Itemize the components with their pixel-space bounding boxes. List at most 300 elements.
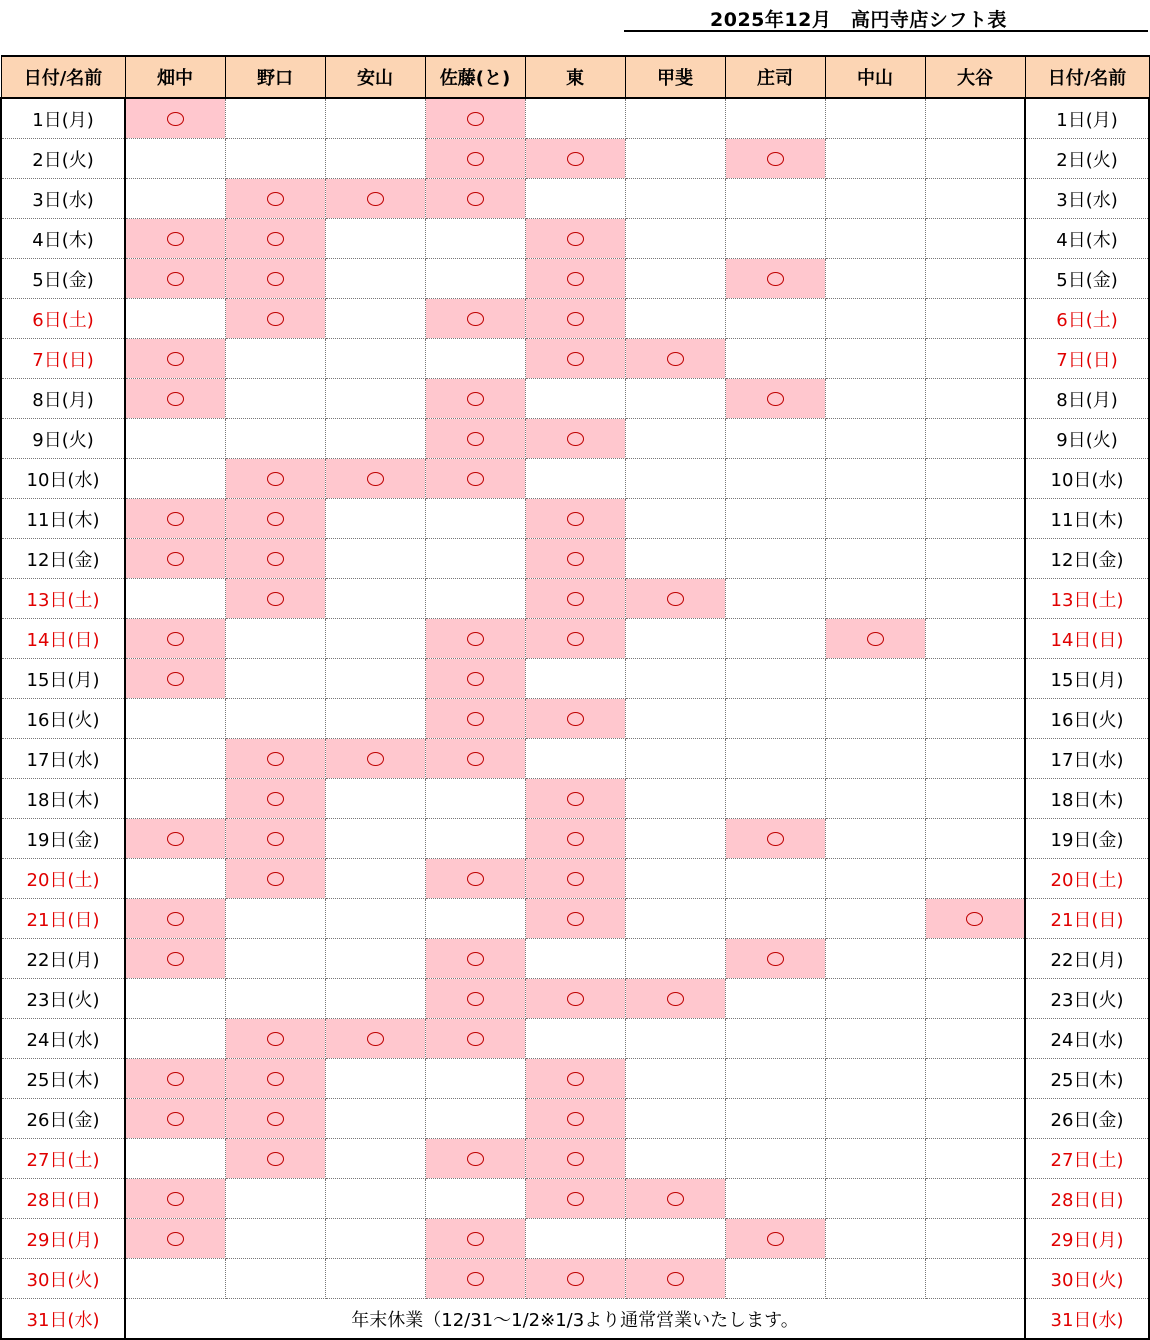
shift-cell[interactable] [125,579,225,619]
shift-cell[interactable] [925,659,1025,699]
shift-cell[interactable] [825,179,925,219]
shift-cell[interactable] [525,1179,625,1219]
shift-cell[interactable] [225,1259,325,1299]
shift-cell[interactable] [925,859,1025,899]
shift-cell[interactable] [525,939,625,979]
shift-cell[interactable] [225,779,325,819]
shift-cell[interactable] [325,379,425,419]
shift-cell[interactable] [625,1059,725,1099]
shift-cell[interactable] [825,659,925,699]
shift-cell[interactable] [125,1219,225,1259]
shift-cell[interactable] [825,299,925,339]
shift-cell[interactable] [425,379,525,419]
shift-cell[interactable] [125,779,225,819]
shift-cell[interactable] [925,98,1025,139]
shift-cell[interactable] [725,219,825,259]
shift-cell[interactable] [325,539,425,579]
circle-mark-icon [467,312,484,326]
shift-cell[interactable] [525,1019,625,1059]
table-row [1,499,1149,539]
shift-cell[interactable] [225,219,325,259]
shift-cell[interactable] [825,979,925,1019]
shift-cell[interactable] [725,1139,825,1179]
shift-cell[interactable] [425,139,525,179]
shift-cell[interactable] [825,1059,925,1099]
shift-cell[interactable] [225,1059,325,1099]
shift-cell[interactable] [225,98,325,139]
shift-cell[interactable] [825,819,925,859]
shift-cell[interactable] [525,659,625,699]
shift-cell[interactable] [225,379,325,419]
shift-cell[interactable] [925,499,1025,539]
shift-cell[interactable] [525,339,625,379]
shift-cell[interactable] [125,459,225,499]
row-date: 7日(日) [1,339,125,379]
shift-cell[interactable] [325,619,425,659]
shift-cell[interactable] [325,1019,425,1059]
shift-cell[interactable] [325,1099,425,1139]
shift-cell[interactable] [625,1179,725,1219]
shift-cell[interactable] [625,619,725,659]
shift-cell[interactable] [425,979,525,1019]
shift-cell[interactable] [325,1179,425,1219]
shift-cell[interactable] [825,339,925,379]
shift-cell[interactable] [425,259,525,299]
shift-cell[interactable] [325,1259,425,1299]
shift-cell[interactable] [525,219,625,259]
shift-cell[interactable] [525,1259,625,1299]
shift-cell[interactable] [525,139,625,179]
shift-cell[interactable] [825,419,925,459]
shift-cell[interactable] [725,779,825,819]
shift-cell[interactable] [525,499,625,539]
shift-cell[interactable] [325,98,425,139]
shift-cell[interactable] [125,979,225,1019]
shift-cell[interactable] [225,179,325,219]
circle-mark-icon [367,752,384,766]
shift-cell[interactable] [125,98,225,139]
shift-cell[interactable] [525,1099,625,1139]
shift-cell[interactable] [625,939,725,979]
shift-cell[interactable] [825,219,925,259]
shift-cell[interactable] [125,1179,225,1219]
circle-mark-icon [267,472,284,486]
circle-mark-icon [267,872,284,886]
shift-cell[interactable] [525,98,625,139]
shift-cell[interactable] [225,259,325,299]
shift-cell[interactable] [425,1139,525,1179]
shift-cell[interactable] [625,1019,725,1059]
table-row [1,179,1149,219]
shift-cell[interactable] [925,1019,1025,1059]
shift-cell[interactable] [325,699,425,739]
shift-cell[interactable] [225,1219,325,1259]
shift-cell[interactable] [925,1259,1025,1299]
shift-cell[interactable] [125,619,225,659]
shift-cell[interactable] [225,859,325,899]
shift-cell[interactable] [925,1179,1025,1219]
shift-cell[interactable] [725,499,825,539]
shift-cell[interactable] [725,459,825,499]
shift-cell[interactable] [225,1099,325,1139]
shift-cell[interactable] [925,139,1025,179]
shift-cell[interactable] [625,579,725,619]
shift-cell[interactable] [725,579,825,619]
shift-cell[interactable] [525,539,625,579]
circle-mark-icon [467,752,484,766]
shift-cell[interactable] [425,219,525,259]
shift-cell[interactable] [825,739,925,779]
shift-cell[interactable] [925,699,1025,739]
shift-cell[interactable] [525,779,625,819]
shift-cell[interactable] [125,939,225,979]
shift-cell[interactable] [425,859,525,899]
shift-cell[interactable] [725,299,825,339]
shift-cell[interactable] [125,1059,225,1099]
shift-cell[interactable] [425,539,525,579]
shift-cell[interactable] [425,819,525,859]
row-date: 21日(日) [1,899,125,939]
shift-cell[interactable] [725,379,825,419]
shift-cell[interactable] [525,699,625,739]
shift-cell[interactable] [325,179,425,219]
row-date-right: 14日(日) [1025,619,1149,659]
shift-cell[interactable] [225,339,325,379]
shift-cell[interactable] [125,899,225,939]
shift-cell[interactable] [525,579,625,619]
shift-cell[interactable] [925,979,1025,1019]
circle-mark-icon [567,1112,584,1126]
shift-cell[interactable] [225,499,325,539]
shift-cell[interactable] [325,299,425,339]
row-date-right: 2日(火) [1025,139,1149,179]
row-date-right: 7日(日) [1025,339,1149,379]
shift-cell[interactable] [325,859,425,899]
shift-cell[interactable] [625,539,725,579]
shift-cell[interactable] [225,739,325,779]
shift-cell[interactable] [625,1139,725,1179]
shift-cell[interactable] [725,179,825,219]
shift-cell[interactable] [125,379,225,419]
shift-cell[interactable] [425,1059,525,1099]
shift-cell[interactable] [925,219,1025,259]
shift-cell[interactable] [225,139,325,179]
shift-cell[interactable] [125,859,225,899]
shift-cell[interactable] [525,899,625,939]
table-row [1,299,1149,339]
shift-cell[interactable] [725,1259,825,1299]
shift-cell[interactable] [325,979,425,1019]
shift-cell[interactable] [425,419,525,459]
shift-cell[interactable] [725,739,825,779]
shift-cell[interactable] [725,139,825,179]
shift-cell[interactable] [525,819,625,859]
shift-cell[interactable] [725,1099,825,1139]
shift-cell[interactable] [425,739,525,779]
shift-cell[interactable] [325,1139,425,1179]
shift-cell[interactable] [425,1179,525,1219]
shift-cell[interactable] [325,1219,425,1259]
shift-cell[interactable] [825,379,925,419]
shift-cell[interactable] [125,1259,225,1299]
shift-cell[interactable] [525,179,625,219]
shift-cell[interactable] [125,139,225,179]
shift-cell[interactable] [425,659,525,699]
shift-cell[interactable] [925,259,1025,299]
shift-cell[interactable] [425,579,525,619]
shift-cell[interactable] [125,699,225,739]
shift-cell[interactable] [425,299,525,339]
shift-cell[interactable] [325,339,425,379]
shift-cell[interactable] [525,1139,625,1179]
shift-cell[interactable] [625,179,725,219]
shift-cell[interactable] [425,1099,525,1139]
shift-cell[interactable] [425,499,525,539]
shift-cell[interactable] [225,459,325,499]
shift-cell[interactable] [725,699,825,739]
shift-cell[interactable] [625,499,725,539]
shift-cell[interactable] [325,659,425,699]
shift-cell[interactable] [825,579,925,619]
shift-cell[interactable] [625,1219,725,1259]
table-row [1,379,1149,419]
shift-cell[interactable] [425,899,525,939]
shift-cell[interactable] [325,459,425,499]
shift-cell[interactable] [925,379,1025,419]
circle-mark-icon [567,1192,584,1206]
shift-cell[interactable] [925,899,1025,939]
shift-cell[interactable] [725,979,825,1019]
shift-cell[interactable] [125,819,225,859]
shift-cell[interactable] [825,1219,925,1259]
shift-cell[interactable] [925,939,1025,979]
shift-cell[interactable] [225,1179,325,1219]
table-row [1,579,1149,619]
shift-cell[interactable] [925,459,1025,499]
shift-cell[interactable] [925,819,1025,859]
shift-cell[interactable] [625,219,725,259]
shift-cell[interactable] [925,339,1025,379]
shift-cell[interactable] [625,819,725,859]
shift-cell[interactable] [925,1059,1025,1099]
shift-cell[interactable] [525,259,625,299]
shift-cell[interactable] [825,1019,925,1059]
shift-cell[interactable] [925,579,1025,619]
shift-cell[interactable] [825,1259,925,1299]
shift-cell[interactable] [125,539,225,579]
shift-cell[interactable] [925,299,1025,339]
table-row [1,259,1149,299]
shift-cell[interactable] [825,1139,925,1179]
shift-cell[interactable] [625,659,725,699]
table-row [1,1099,1149,1139]
shift-cell[interactable] [625,739,725,779]
shift-cell[interactable] [125,219,225,259]
circle-mark-icon [567,712,584,726]
shift-cell[interactable] [625,699,725,739]
shift-cell[interactable] [325,419,425,459]
shift-cell[interactable] [125,259,225,299]
shift-cell[interactable] [125,499,225,539]
row-date: 8日(月) [1,379,125,419]
shift-cell[interactable] [325,779,425,819]
shift-cell[interactable] [425,339,525,379]
shift-cell[interactable] [925,619,1025,659]
shift-cell[interactable] [725,659,825,699]
shift-cell[interactable] [925,779,1025,819]
shift-cell[interactable] [725,619,825,659]
shift-cell[interactable] [425,98,525,139]
circle-mark-icon [567,232,584,246]
shift-cell[interactable] [525,419,625,459]
shift-cell[interactable] [425,939,525,979]
shift-cell[interactable] [225,979,325,1019]
shift-cell[interactable] [825,1179,925,1219]
shift-cell[interactable] [125,299,225,339]
shift-cell[interactable] [325,939,425,979]
shift-cell[interactable] [725,859,825,899]
shift-cell[interactable] [825,98,925,139]
shift-cell[interactable] [525,379,625,419]
shift-cell[interactable] [625,979,725,1019]
shift-cell[interactable] [625,859,725,899]
shift-cell[interactable] [325,499,425,539]
shift-cell[interactable] [425,179,525,219]
shift-cell[interactable] [825,619,925,659]
shift-cell[interactable] [525,619,625,659]
shift-cell[interactable] [625,1099,725,1139]
shift-cell[interactable] [125,739,225,779]
shift-cell[interactable] [125,659,225,699]
shift-cell[interactable] [925,1139,1025,1179]
shift-cell[interactable] [825,899,925,939]
shift-cell[interactable] [925,539,1025,579]
shift-cell[interactable] [725,419,825,459]
shift-cell[interactable] [225,539,325,579]
shift-cell[interactable] [825,259,925,299]
shift-cell[interactable] [525,299,625,339]
shift-cell[interactable] [825,859,925,899]
shift-cell[interactable] [825,1099,925,1139]
shift-cell[interactable] [225,299,325,339]
shift-cell[interactable] [625,139,725,179]
shift-cell[interactable] [525,979,625,1019]
shift-cell[interactable] [925,1219,1025,1259]
shift-cell[interactable] [925,739,1025,779]
shift-cell[interactable] [625,1259,725,1299]
shift-cell[interactable] [725,259,825,299]
shift-cell[interactable] [625,419,725,459]
shift-cell[interactable] [225,819,325,859]
shift-cell[interactable] [725,1179,825,1219]
shift-cell[interactable] [225,699,325,739]
shift-cell[interactable] [625,779,725,819]
table-row [1,1139,1149,1179]
shift-cell[interactable] [725,1059,825,1099]
shift-cell[interactable] [425,699,525,739]
shift-cell[interactable] [825,459,925,499]
shift-cell[interactable] [425,1259,525,1299]
shift-cell[interactable] [625,98,725,139]
shift-cell[interactable] [625,259,725,299]
shift-cell[interactable] [725,339,825,379]
shift-cell[interactable] [525,739,625,779]
shift-cell[interactable] [925,179,1025,219]
shift-cell[interactable] [325,259,425,299]
circle-mark-icon [567,592,584,606]
shift-cell[interactable] [725,98,825,139]
shift-cell[interactable] [725,1019,825,1059]
shift-cell[interactable] [925,1099,1025,1139]
shift-cell[interactable] [325,219,425,259]
shift-cell[interactable] [225,419,325,459]
shift-cell[interactable] [725,539,825,579]
shift-cell[interactable] [225,1139,325,1179]
shift-cell[interactable] [225,579,325,619]
shift-cell[interactable] [825,499,925,539]
shift-cell[interactable] [825,779,925,819]
shift-cell[interactable] [125,339,225,379]
table-row [1,979,1149,1019]
shift-cell[interactable] [725,1219,825,1259]
shift-cell[interactable] [525,459,625,499]
shift-cell[interactable] [525,1059,625,1099]
shift-cell[interactable] [625,299,725,339]
shift-cell[interactable] [525,1219,625,1259]
shift-cell[interactable] [225,619,325,659]
shift-cell[interactable] [125,419,225,459]
shift-cell[interactable] [425,779,525,819]
shift-cell[interactable] [625,899,725,939]
shift-cell[interactable] [425,1219,525,1259]
shift-cell[interactable] [625,379,725,419]
shift-cell[interactable] [625,459,725,499]
shift-cell[interactable] [225,939,325,979]
shift-cell[interactable] [325,899,425,939]
shift-cell[interactable] [125,1099,225,1139]
shift-cell[interactable] [625,339,725,379]
shift-cell[interactable] [825,139,925,179]
shift-cell[interactable] [425,1019,525,1059]
shift-cell[interactable] [825,699,925,739]
holiday-note: 年末休業（12/31～1/2※1/3より通常営業いたします。 [125,1299,1025,1340]
shift-cell[interactable] [125,179,225,219]
shift-cell[interactable] [325,579,425,619]
shift-cell[interactable] [325,819,425,859]
shift-cell[interactable] [225,659,325,699]
shift-cell[interactable] [825,939,925,979]
shift-cell[interactable] [225,899,325,939]
table-row [1,139,1149,179]
shift-cell[interactable] [825,539,925,579]
shift-cell[interactable] [425,459,525,499]
shift-cell[interactable] [925,419,1025,459]
shift-cell[interactable] [125,1139,225,1179]
row-date: 9日(火) [1,419,125,459]
shift-cell[interactable] [525,859,625,899]
shift-cell[interactable] [425,619,525,659]
shift-cell[interactable] [725,939,825,979]
shift-cell[interactable] [325,139,425,179]
shift-cell[interactable] [225,1019,325,1059]
row-date-right: 6日(土) [1025,299,1149,339]
row-date-right: 16日(火) [1025,699,1149,739]
shift-cell[interactable] [325,1059,425,1099]
shift-cell[interactable] [725,819,825,859]
shift-cell[interactable] [125,1019,225,1059]
shift-cell[interactable] [725,899,825,939]
shift-cell[interactable] [325,739,425,779]
